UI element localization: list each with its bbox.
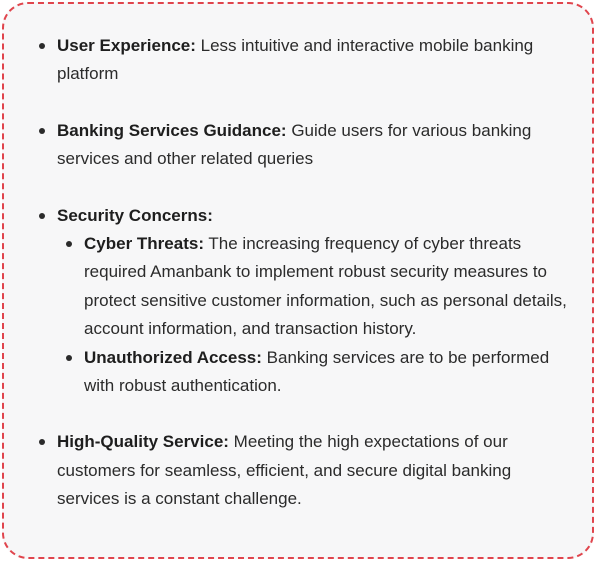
list-item-user-experience — [4, 32, 592, 89]
item-text: Less intuitive and interactive mobile banking platform — [57, 36, 534, 84]
sub-item-title: Cyber Threats: — [84, 234, 204, 254]
item-title: User Experience: — [57, 36, 196, 55]
sub-item-cyber-threats — [57, 230, 572, 344]
sub-item-title: Unauthorized Access: — [84, 347, 262, 367]
item-title: High-Quality Service: — [57, 432, 229, 452]
sub-item-text: The increasing frequency of cyber threats required Amanbank to implement robust security measures to protect sensitive customer information, such as personal details, account information, and transaction history. — [84, 234, 567, 339]
sub-item-unauthorized-access — [57, 344, 572, 401]
sub-item-text: Banking services are to be performed with robust authentication. — [84, 347, 550, 396]
item-text: Guide users for various banking services and other related queries — [57, 120, 532, 169]
list-item-security-concerns — [4, 202, 592, 401]
item-text: Meeting the high expectations of our customers for seamless, efficient, and secure digital banking services is a constant challenge. — [57, 432, 512, 509]
item-title: Banking Services Guidance: — [57, 120, 287, 140]
sub-bullet-list — [57, 230, 572, 400]
bullet-list — [4, 32, 592, 514]
list-item-banking-services-guidance — [4, 117, 592, 174]
challenges-card — [2, 2, 594, 559]
item-title: Security Concerns: — [57, 205, 213, 225]
list-item-high-quality-service — [4, 428, 592, 513]
card-content — [4, 32, 592, 542]
